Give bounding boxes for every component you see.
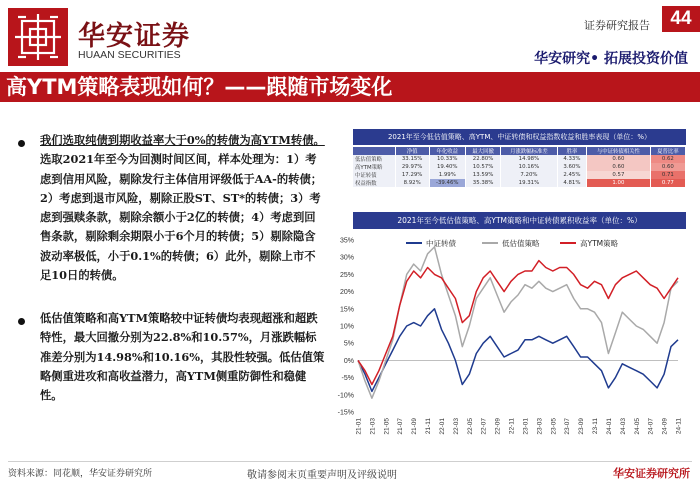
table-header-cell: 最大回撤 [465,147,500,155]
bullet-2-body: 最大回撤分别为22.8%和10.57%，月涨跌幅标准差分别为14.98%和10.16%，其股性较强。低估值策略侧重进攻和高收益潜力，高YTM侧重防御性和稳健性。 [40,330,325,403]
bullet-1-body: 选取2021年至今为回测时间区间，样本处理为：1）考虑到信用风险，剔除发行主体信用评级低于AA-的转债；2）考虑到退市风险，剔除正股ST、ST*的转债；3）考虑到强赎条款，剔除余额小于2亿的转债；4）考虑到回售条款，剔除剩余期限小于6个月的转债；5）剔除隐含波动率极低，小于0.1%的转债；6）此外，剔除上市不足10日的转债。 [40,152,323,283]
x-tick-label: 22-05 [466,418,474,435]
bullet-2-lead: 低估值策略和高YTM策略较中证转债均表现超涨和超跌特性， [40,311,318,345]
y-tick-label: 0% [343,357,354,365]
table-cell: 19.40% [429,163,465,171]
x-tick-label: 22-07 [480,418,488,435]
table-cell: 0.77 [650,179,685,187]
table-row [353,171,686,179]
performance-table [353,147,686,187]
table-cell: 0.62 [650,155,685,163]
series-line [358,247,678,398]
y-tick-label: -10% [337,392,354,400]
table-cell: 0.60 [650,163,685,171]
slogan: 华安研究• 拓展投资价值 [534,51,688,67]
x-tick-label: 24-01 [605,418,613,435]
brand-name-cn: 华安证券 [78,21,190,52]
table-header-cell [353,147,395,155]
source-note: 资料来源：同花顺，华安证券研究所 [8,469,153,479]
table-cell: 1.99% [429,171,465,179]
x-tick-label: 23-05 [550,418,558,435]
table-cell: 13.59% [465,171,500,179]
table-cell: 8.92% [395,179,429,187]
cumulative-return-line-chart [320,230,692,460]
table-cell: 29.97% [395,163,429,171]
table-cell: 7.20% [501,171,558,179]
table-header-cell: 净值 [395,147,429,155]
x-tick-label: 24-03 [619,418,627,435]
x-tick-label: 23-01 [522,418,530,435]
table-header-cell: 胜率 [557,147,586,155]
table-cell: 17.29% [395,171,429,179]
table-cell: 权益指数 [353,179,395,187]
y-tick-label: 25% [339,271,354,279]
table-cell: 3.60% [557,163,586,171]
x-tick-label: 24-09 [661,418,669,435]
table-row [353,155,686,163]
disclaimer-link[interactable]: 敬请参阅末页重要声明及评级说明 [247,470,397,481]
table-cell: 14.98% [501,155,558,163]
table-header-cell: 夏普比率 [650,147,685,155]
table-cell: 低估值策略 [353,155,395,163]
x-tick-label: 22-11 [508,418,516,435]
table-cell: 4.81% [557,179,586,187]
table-cell: 0.60 [587,155,651,163]
table-cell: 33.15% [395,155,429,163]
x-tick-label: 22-09 [494,418,502,435]
y-tick-label: 35% [339,237,354,245]
series-line [358,309,678,392]
table-cell: 0.71 [650,171,685,179]
x-tick-label: 23-03 [536,418,544,435]
table-header-cell: 与中证转债相关性 [587,147,651,155]
table-cell: 4.33% [557,155,586,163]
table-header-cell: 月涨跌幅标准差 [501,147,558,155]
legend-label: 中证转债 [426,239,456,248]
x-tick-label: 21-03 [369,418,377,435]
x-tick-label: 21-05 [383,418,391,435]
table-cell: 2.45% [557,171,586,179]
table-cell: 中证转债 [353,171,395,179]
table-cell: 10.16% [501,163,558,171]
table-cell: 10.33% [429,155,465,163]
y-tick-label: 30% [339,254,354,262]
table-header-cell: 年化收益 [429,147,465,155]
x-tick-label: 23-09 [578,418,586,435]
x-tick-label: 24-05 [633,418,641,435]
x-tick-label: 23-07 [564,418,572,435]
y-tick-label: 15% [339,306,354,314]
x-tick-label: 21-01 [355,418,363,435]
company-logo [8,8,68,66]
y-tick-label: 10% [339,323,354,331]
bullet-icon [18,318,25,325]
legend-label: 高YTM策略 [580,239,619,248]
slide-title: 高YTM策略表现如何？——跟随市场变化 [0,72,404,102]
table-row [353,179,686,187]
y-tick-label: -5% [341,375,354,383]
x-tick-label: 22-01 [438,418,446,435]
x-tick-label: 23-11 [592,418,600,435]
y-tick-label: 20% [339,289,354,297]
x-tick-label: 22-03 [452,418,460,435]
bullet-1-lead: 我们选取纯债到期收益率大于0%的转债为高YTM转债。 [40,133,325,147]
table-title: 2021年至今低估值策略、高YTM、中证转债和权益指数收益和胜率表现（单位：%） [353,129,686,145]
table-header-row [353,147,686,155]
table-cell: 高YTM策略 [353,163,395,171]
report-type-label: 证券研究报告 [584,19,650,32]
bullet-paragraph-2 [40,309,326,405]
table-cell: 22.80% [465,155,500,163]
table-cell: 10.57% [465,163,500,171]
bullet-paragraph-1 [40,131,326,285]
x-tick-label: 21-09 [411,418,419,435]
table-cell: -39.46% [429,179,465,187]
brand-name-en: HUAAN SECURITIES [78,49,181,61]
x-tick-label: 24-07 [647,418,655,435]
x-tick-label: 21-07 [397,418,405,435]
y-tick-label: -15% [337,409,354,417]
legend-label: 低估值策略 [502,239,540,248]
table-row [353,163,686,171]
table-cell: 0.57 [587,171,651,179]
footer-divider [8,461,692,462]
footer-brand: 华安证券研究所 [613,467,690,480]
table-cell: 1.00 [587,179,651,187]
title-bar [0,72,700,102]
chart-title: 2021年至今低估值策略、高YTM策略和中证转债累积收益率（单位：%） [353,212,686,229]
x-tick-label: 21-11 [425,418,433,435]
page-number: 44 [662,6,700,32]
table-cell: 19.31% [501,179,558,187]
bullet-icon [18,140,25,147]
x-tick-label: 24-11 [675,418,683,435]
table-cell: 35.38% [465,179,500,187]
y-tick-label: 5% [343,340,354,348]
table-cell: 0.60 [587,163,651,171]
